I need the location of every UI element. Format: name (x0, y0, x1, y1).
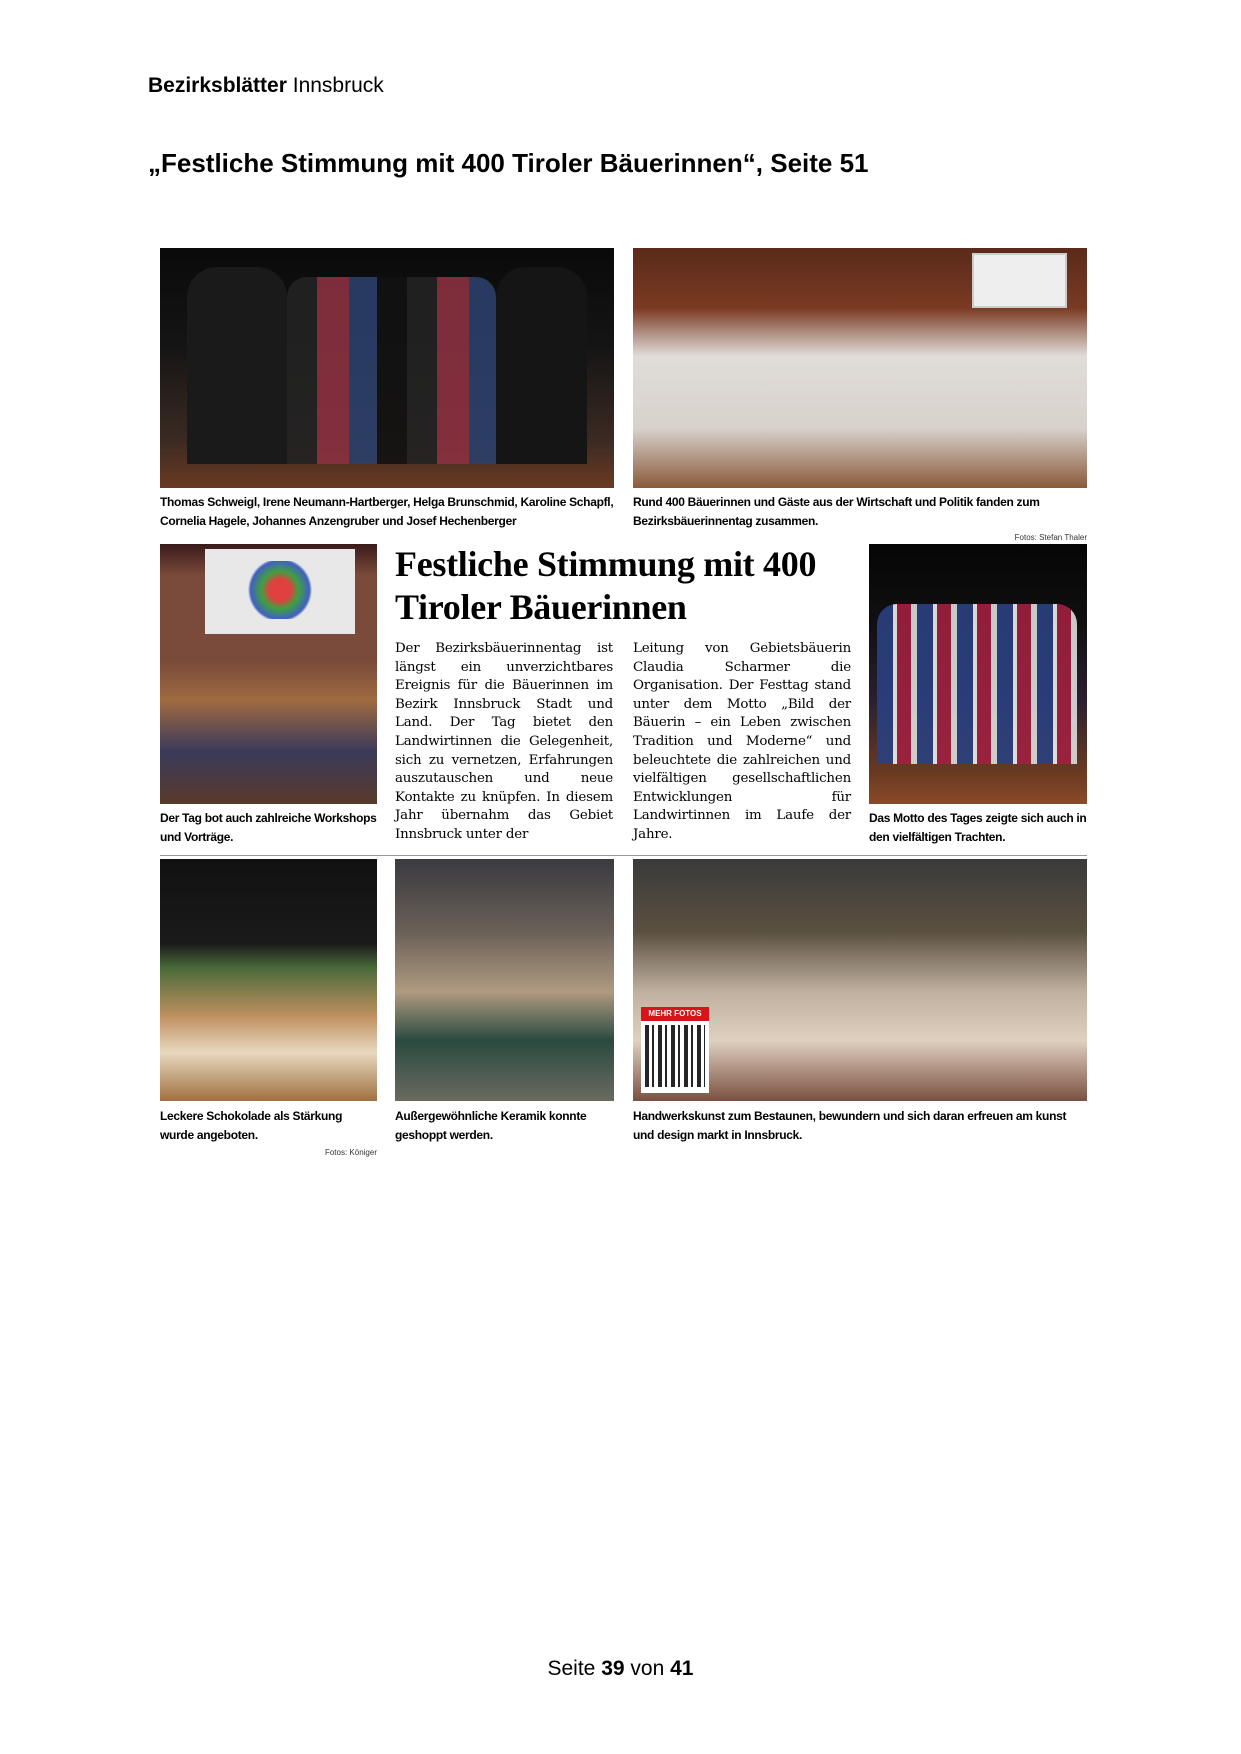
qr-label: MEHR FOTOS (641, 1007, 709, 1021)
current-page: 39 (601, 1657, 625, 1680)
caption-chocolate: Leckere Schokolade als Stärkung wurde angeboten. (160, 1109, 343, 1142)
article-column-2: Leitung von Gebietsbäuerin Claudia Scharmer die Organisation. Der Festtag stand unter dem Motto „Bild der Bäuerin – ein Leben zwischen Tradition und Moderne“ und beleuchtete die zahlreichen und vielfältigen gesellschaftlichen Entwicklungen für Landwirtinnen im Laufe der Jahre. (633, 641, 851, 842)
divider (160, 855, 1087, 856)
photo-tracht-women (869, 544, 1087, 804)
caption-audience: Rund 400 Bäuerinnen und Gäste aus der Wirtschaft und Politik fanden zum Bezirksbäuerinnentag zusammen. (633, 495, 1040, 528)
photo-audience-hall (633, 248, 1087, 488)
caption-group-portrait: Thomas Schweigl, Irene Neumann-Hartberger, Helga Brunschmid, Karoline Schapfl, Cornelia Hagele, Johannes Anzengruber und Josef Hechenberger (160, 495, 614, 528)
brand: Bezirksblätter (148, 74, 287, 97)
caption-trachten: Das Motto des Tages zeigte sich auch in den vielfältigen Trachten. (869, 811, 1087, 844)
photo-chocolate-stand (160, 859, 377, 1101)
total-pages: 41 (670, 1657, 694, 1680)
footer-prefix: Seite (547, 1657, 596, 1680)
qr-code[interactable] (641, 1007, 709, 1093)
city: Innsbruck (292, 74, 384, 97)
page-title: „Festliche Stimmung mit 400 Tiroler Bäuerinnen“, Seite 51 (148, 148, 869, 178)
caption-workshops: Der Tag bot auch zahlreiche Workshops und Vorträge. (160, 811, 377, 844)
photo-group-portrait (160, 248, 614, 488)
publication-header (148, 74, 384, 98)
photo-workshop-stage (160, 544, 377, 804)
photo-craft-market (633, 859, 1087, 1101)
article-column-1: Der Bezirksbäuerinnentag ist längst ein unverzichtbares Ereignis für die Bäuerinnen im Bezirk Innsbruck Stadt und Land. Der Tag bietet den Landwirtinnen die Gelegenheit, sich zu vernetzen, Erfahrungen auszutauschen und neue Kontakte zu knüpfen. In diesem Jahr übernahm das Gebiet Innsbruck unter der (395, 641, 613, 842)
photo-credit-koeniger: Fotos: Königer (324, 1148, 377, 1157)
caption-craft: Handwerkskunst zum Bestaunen, bewundern und sich daran erfreuen am kunst und design markt in Innsbruck. (633, 1109, 1067, 1142)
article-headline: Festliche Stimmung mit 400 Tiroler Bäuerinnen (395, 544, 817, 627)
caption-ceramics: Außergewöhnliche Keramik konnte geshoppt werden. (395, 1109, 587, 1142)
photo-credit: Fotos: Stefan Thaler (1014, 533, 1087, 542)
page-footer (0, 1657, 1241, 1681)
footer-mid: von (630, 1657, 665, 1680)
photo-ceramics-stand (395, 859, 614, 1101)
